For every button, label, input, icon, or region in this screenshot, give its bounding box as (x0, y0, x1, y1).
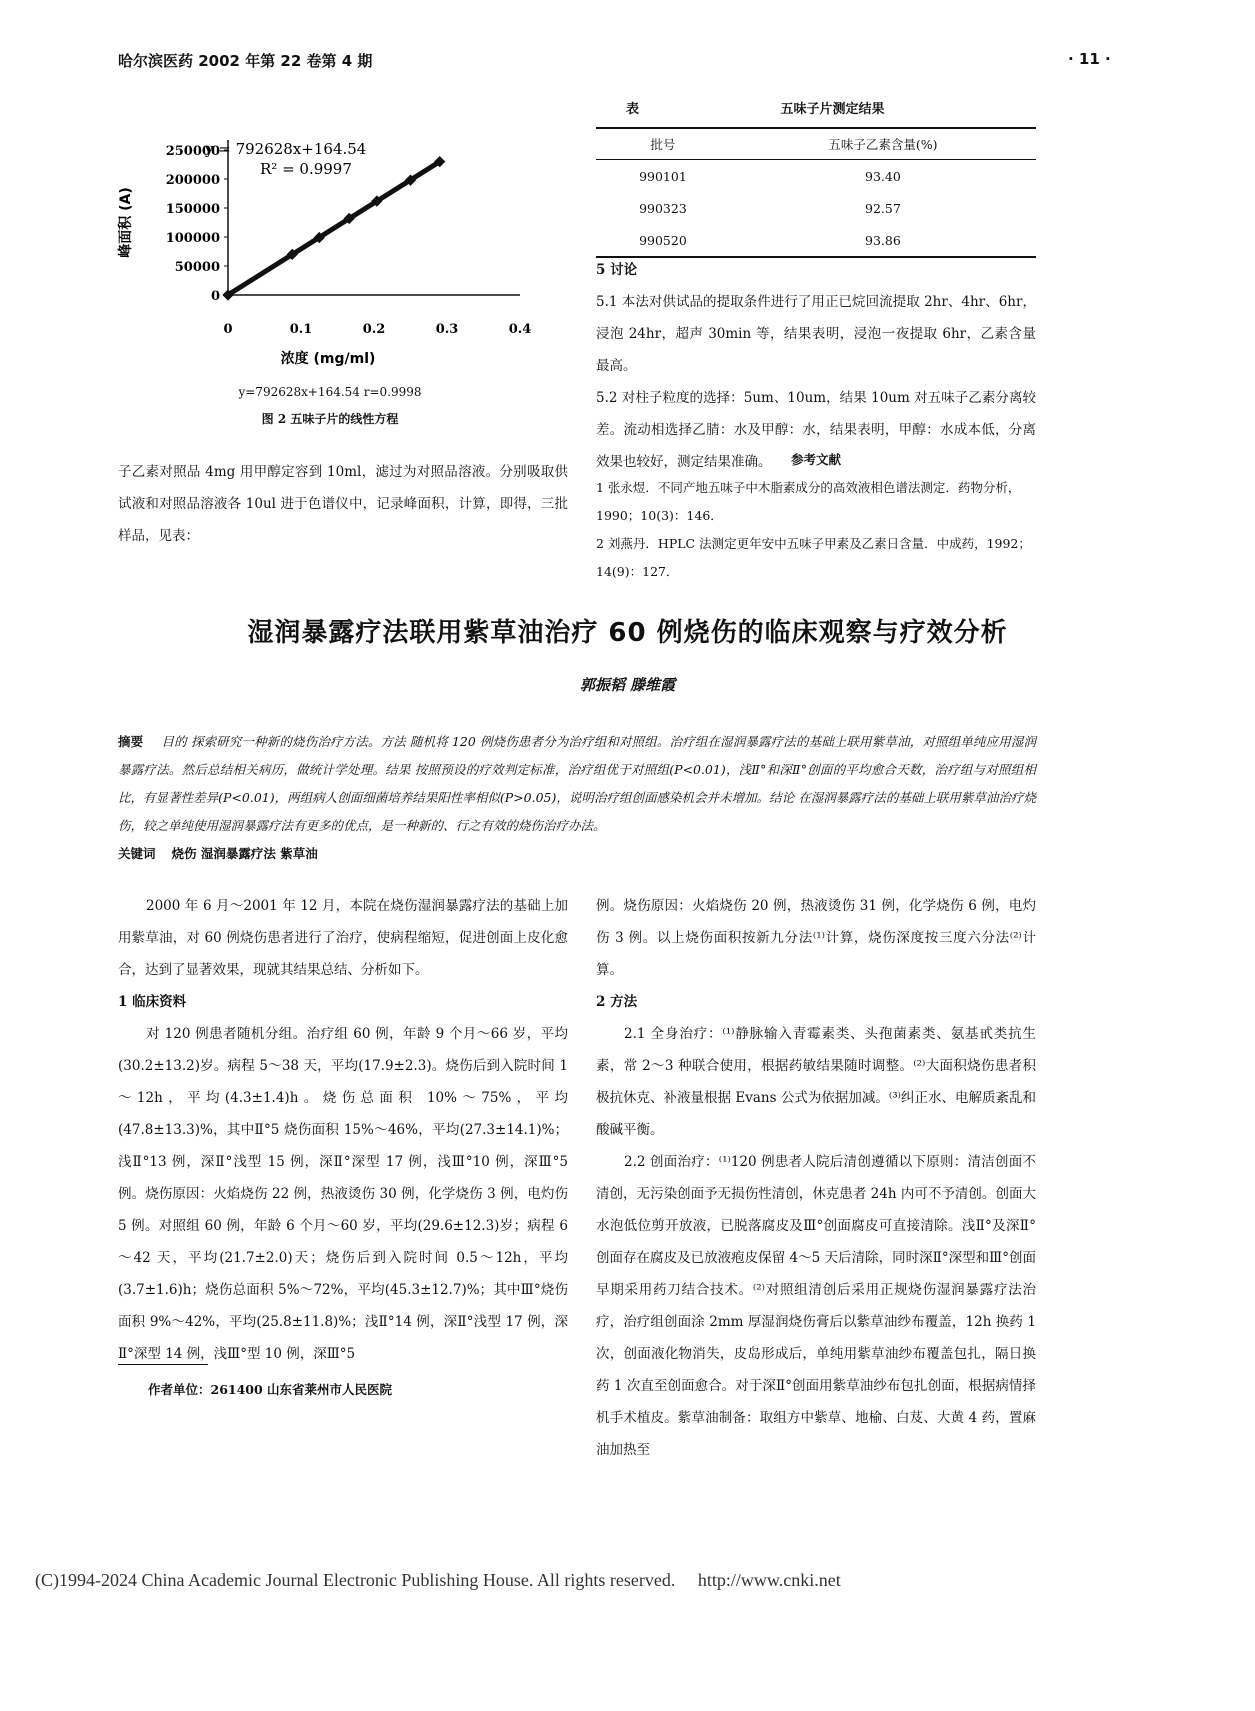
references-heading: 参考文献 (790, 452, 841, 467)
table-header-content: 五味子乙素含量(%) (730, 128, 1036, 160)
right-continuation: 例。烧伤原因：火焰烧伤 20 例，热液烫伤 31 例，化学烧伤 6 例，电灼伤 3 例。以上烧伤面积按新九分法⁽¹⁾计算，烧伤深度按三度六分法⁽²⁾计算。 (596, 898, 1036, 978)
reference-item: 2 刘燕丹．HPLC 法测定更年安中五味子甲素及乙素日含量．中成药，1992；14(9)：127． (596, 536, 1031, 579)
table-cell: 92.57 (865, 200, 901, 216)
section2-heading: 2 方法 (596, 994, 638, 1010)
footnote-divider (118, 1364, 208, 1365)
chart-caption: 图 2 五味子片的线性方程 (261, 412, 399, 426)
x-tick-label: 0.2 (362, 322, 386, 337)
left-paragraph-text: 子乙素对照品 4mg 用甲醇定容到 10ml，滤过为对照品溶液。分别吸取供试液和对照品溶液各 10ul 进于色谱仪中，记录峰面积，计算，即得，三批样品，见表： (118, 464, 568, 544)
results-table-block (596, 98, 1036, 258)
section2-1: 2.1 全身治疗：⁽¹⁾静脉输入青霉素类、头孢菌素类、氨基甙类抗生素，常 2～3 种联合使用，根据药敏结果随时调整。⁽²⁾大面积烧伤患者积极抗休克、补液量根据 Evans 公式为依据加减。⁽³⁾纠正水、电解质紊乱和酸碱平衡。 (596, 1026, 1036, 1138)
table-header-batch: 批号 (596, 128, 730, 160)
section1-text: 对 120 例患者随机分组。治疗组 60 例，年龄 9 个月～66 岁，平均(30.2±13.2)岁。病程 5～38 天，平均(17.9±2.3)。烧伤后到入院时间 1～12h，平均(4.3±1.4)h。烧伤总面积 10%～75%，平均(47.8±13.3)%，其中Ⅱ°5 烧伤面积 15%～46%，平均(27.3±14.1)%；浅Ⅱ°13 例，深Ⅱ°浅型 15 例，深Ⅱ°深型 17 例，浅Ⅲ°10 例，深Ⅲ°5 例。烧伤原因：火焰烧伤 22 例，热液烫伤 30 例，化学烧伤 3 例，电灼伤 5 例。对照组 60 例，年龄 6 个月～60 岁，平均(29.6±12.3)岁；病程 6～42 天，平均(21.7±2.0)天；烧伤后到入院时间 0.5～12h，平均(3.7±1.6)h；烧伤总面积 5%～72%，平均(45.3±12.7)%；其中Ⅲ°烧伤面积 9%～42%，平均(25.8±11.8)%；浅Ⅱ°14 例，深Ⅱ°浅型 17 例，深Ⅱ°深型 14 例，浅Ⅲ°型 10 例，深Ⅲ°5 (118, 1026, 568, 1362)
discussion-heading: 5 讨论 (596, 262, 638, 278)
section1-heading: 1 临床资料 (118, 994, 187, 1010)
left-column-body (118, 890, 568, 1370)
page-number: · 11 · (1068, 50, 1111, 68)
chart-equation: y = 792628x+164.54 (205, 140, 367, 158)
table-cell: 990520 (596, 224, 730, 257)
table-label: 表 (626, 102, 640, 117)
x-axis-label: 浓度 (mg/ml) (280, 351, 376, 367)
copyright-footer: (C)1994-2024 China Academic Journal Electronic Publishing House. All rights reserved. http://www.cnki.net (35, 1570, 841, 1590)
y-tick-label: 150000 (165, 202, 220, 217)
table-row (596, 224, 1036, 257)
y-tick-label: 50000 (174, 260, 220, 275)
y-tick-label: 0 (210, 289, 220, 304)
table-cell: 93.40 (865, 168, 901, 184)
reference-item: 1 张永煜．不同产地五味子中木脂素成分的高效液相色谱法测定．药物分析，1990；10(3)：146． (596, 480, 1021, 523)
y-tick-label: 200000 (165, 173, 220, 188)
discussion-p2: 5.2 对柱子粒度的选择：5um、10um，结果 10um 对五味子乙素分离较差。流动相选择乙腈：水及甲醇：水，结果表明，甲醇：水成本低，分离效果也较好，测定结果准确。 (596, 390, 1036, 470)
table-cell: 93.86 (730, 224, 1036, 257)
table-row (596, 160, 1036, 193)
x-tick-label: 0.3 (435, 322, 459, 337)
abstract-label: 摘要 (118, 734, 144, 749)
right-column-body (596, 890, 1036, 1466)
author-affiliation: 作者单位：261400 山东省莱州市人民医院 (148, 1382, 393, 1397)
table-cell: 990323 (639, 200, 687, 216)
keywords-label: 关键词 (118, 846, 156, 861)
section2-2: 2.2 创面治疗：⁽¹⁾120 例患者人院后清创遵循以下原则：清洁创面不清创，无污染创面予无损伤性清创，休克患者 24h 内可不予清创。创面大水泡低位剪开放液，已脱落腐皮及Ⅲ°创面腐皮可直接清除。浅Ⅱ°及深Ⅱ°创面存在腐皮及已放液疱皮保留 4～5 天后清除，同时深Ⅱ°深型和Ⅲ°创面早期采用药刀结合技术。⁽²⁾对照组清创后采用正规烧伤湿润暴露疗法治疗，治疗组创面涂 2mm 厚湿润烧伤膏后以紫草油纱布覆盖，12h 换药 1 次，创面液化物消失，皮岛形成后，单纯用紫草油纱布覆盖包扎，隔日换药 1 次直至创面愈合。对于深Ⅱ°创面用紫草油纱布包扎创面，根据病情择机手术植皮。紫草油制备：取组方中紫草、地榆、白芨、大黄 4 药，置麻油加热至 (596, 1154, 1036, 1458)
table-title: 五味子片测定结果 (780, 102, 885, 117)
intro-paragraph: 2000 年 6 月～2001 年 12 月，本院在烧伤湿润暴露疗法的基础上加用紫草油，对 60 例烧伤患者进行了治疗，使病程缩短，促进创面上皮化愈合，达到了显著效果，现就其结果总结、分析如下。 (118, 898, 568, 978)
chart-caption-equation: y=792628x+164.54 r=0.9998 (238, 385, 422, 399)
article-authors: 郭振韬 滕维霞 (579, 676, 676, 694)
abstract-block (118, 728, 1036, 868)
linear-equation-chart (110, 120, 570, 450)
journal-header: 哈尔滨医药 2002 年第 22 卷第 4 期 (118, 52, 373, 70)
x-tick-label: 0 (223, 322, 233, 337)
x-tick-label: 0.1 (289, 322, 313, 337)
article-title: 湿润暴露疗法联用紫草油治疗 60 例烧伤的临床观察与疗效分析 (247, 618, 1008, 648)
left-paragraph (118, 456, 568, 552)
y-axis-label: 峰面积 (A) (118, 187, 134, 258)
chart-r-squared: R² = 0.9997 (260, 160, 352, 178)
discussion-section (596, 254, 1036, 478)
abstract-text: 目的 探索研究一种新的烧伤治疗方法。方法 随机将 120 例烧伤患者分为治疗组和对照组。治疗组在湿润暴露疗法的基础上联用紫草油，对照组单纯应用湿润暴露疗法。然后总结相关病历，做统计学处理。结果 按照预设的疗效判定标准，治疗组优于对照组(P<0.01)，浅Ⅱ°和深Ⅱ°创面的平均愈合天数，治疗组与对照组相比，有显著性差异(P<0.01)，两组病人创面细菌培养结果阳性率相似(P>0.05)，说明治疗组创面感染机会并未增加。结论 在湿润暴露疗法的基础上联用紫草油治疗烧伤，较之单纯使用湿润暴露疗法有更多的优点，是一种新的、行之有效的烧伤治疗办法。 (118, 734, 1036, 833)
y-tick-label: 250000 (165, 144, 220, 159)
x-tick-label: 0.4 (508, 322, 532, 337)
y-tick-label: 100000 (165, 231, 220, 246)
table-row (596, 192, 1036, 224)
keywords-text: 烧伤 湿润暴露疗法 紫草油 (171, 846, 318, 861)
discussion-p1: 5.1 本法对供试品的提取条件进行了用正已烷回流提取 2hr、4hr、6hr，浸泡 24hr，超声 30min 等，结果表明，浸泡一夜提取 6hr，乙素含量最高。 (596, 294, 1036, 374)
results-table (596, 127, 1036, 258)
table-cell: 990101 (639, 168, 687, 184)
references-section (596, 446, 1036, 586)
